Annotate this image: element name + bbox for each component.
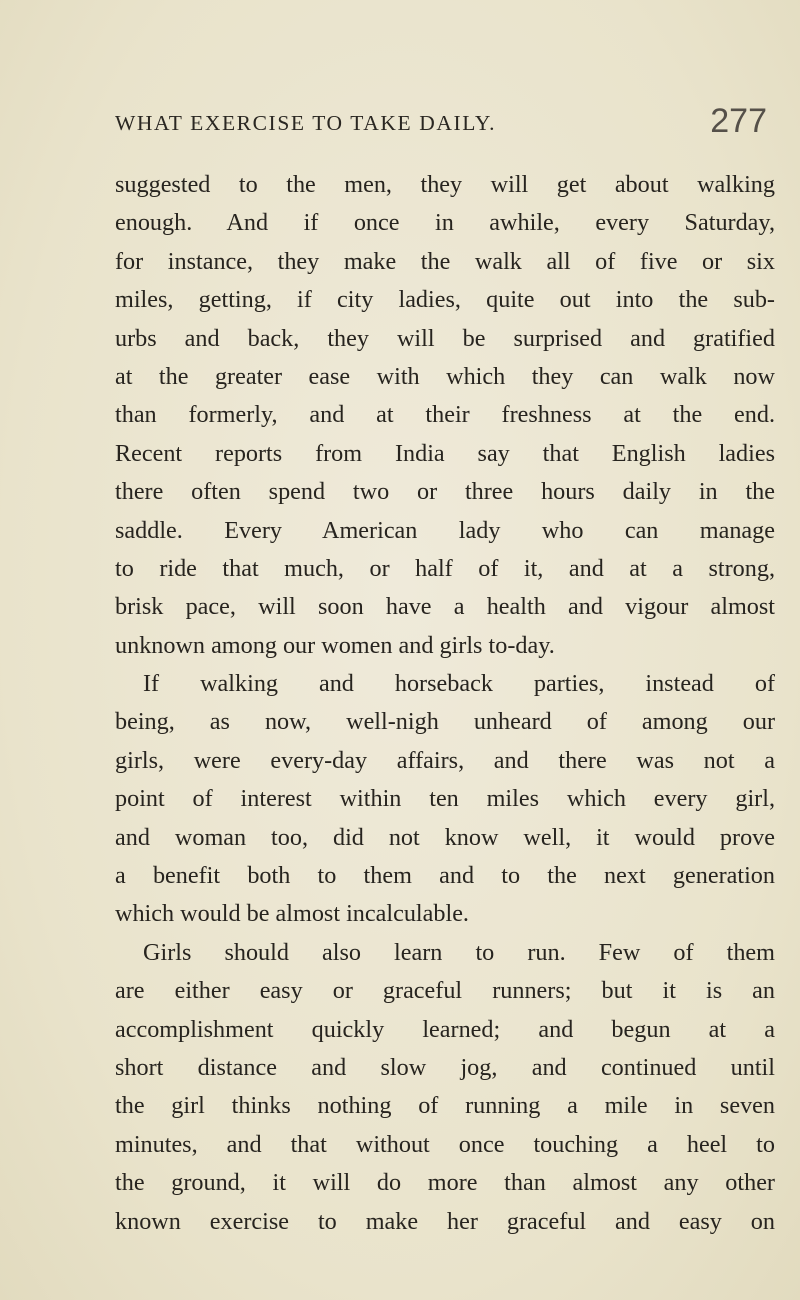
page-header	[115, 104, 767, 144]
text-line: being, as now, well-nigh unheard of among our	[115, 708, 775, 736]
text-line: the girl thinks nothing of running a mile in seven	[115, 1092, 775, 1120]
text-line: short distance and slow jog, and continued until	[115, 1053, 775, 1081]
text-line: there often spend two or three hours daily in the	[115, 478, 775, 506]
running-head: WHAT EXERCISE TO TAKE DAILY.	[115, 111, 497, 135]
text-line: at the greater ease with which they can walk now	[115, 362, 775, 390]
text-line: than formerly, and at their freshness at the end.	[115, 401, 775, 429]
text-line: suggested to the men, they will get about walking	[115, 171, 775, 198]
text-line: girls, were every-day affairs, and there was not a	[115, 746, 775, 774]
text-line: brisk pace, will soon have a health and vigour almost	[115, 593, 775, 621]
paragraph-last-line: which would be almost incalculable.	[115, 900, 469, 928]
paragraph-first-line: Girls should also learn to run. Few of them	[143, 938, 775, 966]
body-text	[115, 166, 775, 1241]
text-line: the ground, it will do more than almost any other	[115, 1169, 775, 1197]
text-line: to ride that much, or half of it, and at a strong,	[115, 554, 775, 582]
paragraph-first-line: If walking and horseback parties, instead of	[143, 670, 775, 698]
text-line: are either easy or graceful runners; but it is an	[115, 977, 775, 1005]
page-number: 277	[710, 102, 767, 140]
paragraph-last-line: unknown among our women and girls to-day.	[115, 631, 555, 659]
text-line: saddle. Every American lady who can manage	[115, 516, 775, 544]
text-line: miles, getting, if city ladies, quite out into the sub-	[115, 286, 775, 314]
text-line: Recent reports from India say that English ladies	[115, 439, 775, 467]
text-line: a benefit both to them and to the next generation	[115, 862, 775, 890]
text-line: accomplishment quickly learned; and begun at a	[115, 1015, 775, 1043]
text-line: point of interest within ten miles which every girl,	[115, 785, 775, 813]
text-line: for instance, they make the walk all of five or six	[115, 247, 775, 275]
text-line: enough. And if once in awhile, every Saturday,	[115, 209, 775, 237]
text-line: urbs and back, they will be surprised and gratified	[115, 324, 775, 352]
text-line: known exercise to make her graceful and easy on	[115, 1207, 775, 1235]
text-line: minutes, and that without once touching a heel to	[115, 1130, 775, 1158]
text-line: and woman too, did not know well, it would prove	[115, 823, 775, 851]
